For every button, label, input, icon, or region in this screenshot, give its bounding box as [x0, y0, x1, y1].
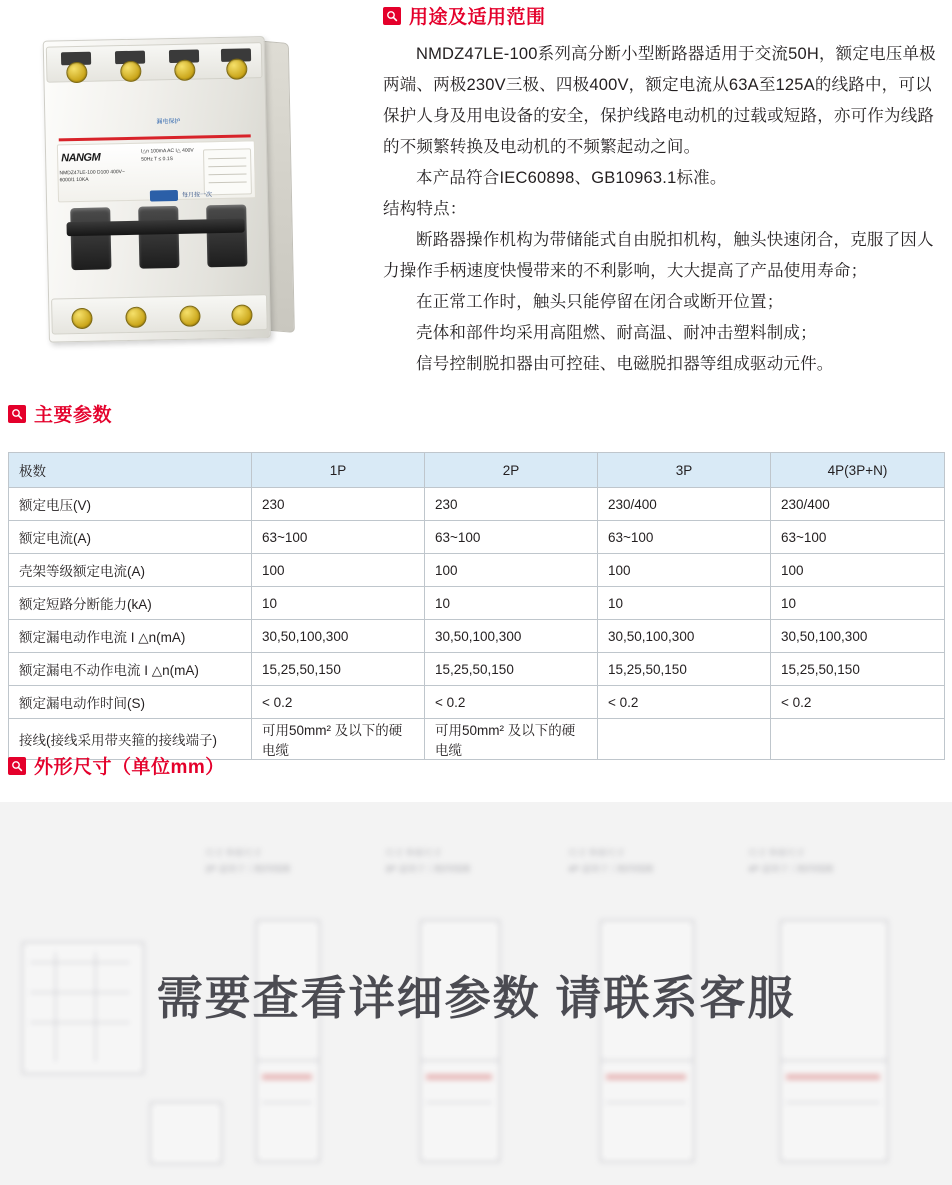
row-value: 63~100	[252, 521, 425, 554]
table-header-cell: 1P	[252, 453, 425, 488]
row-value: 63~100	[598, 521, 771, 554]
row-label: 壳架等级额定电流(A)	[9, 554, 252, 587]
table-header-cell: 极数	[9, 453, 252, 488]
table-row	[9, 554, 945, 587]
usage-paragraph-6: 壳体和部件均采用高阻燃、耐高温、耐冲击塑料制成；	[416, 324, 817, 342]
row-label: 额定漏电不动作电流 I △n(mA)	[9, 653, 252, 686]
usage-paragraph-7: 信号控制脱扣器由可控硅、电磁脱扣器等组成驱动元件。	[416, 355, 834, 373]
row-value: < 0.2	[425, 686, 598, 719]
drawing-label: 尺寸 外形尺寸	[748, 848, 805, 858]
table-row	[9, 521, 945, 554]
test-button	[150, 190, 178, 202]
table-header-cell: 4P(3P+N)	[771, 453, 945, 488]
usage-body	[383, 39, 943, 380]
breaker-lever	[206, 204, 247, 267]
row-value	[598, 719, 771, 760]
breaker-lever-mark	[606, 1074, 686, 1080]
drawing-line	[426, 1102, 492, 1103]
table-row	[9, 653, 945, 686]
breaker-lever	[70, 207, 111, 270]
row-value: 可用50mm² 及以下的硬电缆	[252, 719, 425, 760]
dimensions-drawings-area	[0, 802, 952, 1185]
breaker-lever	[138, 206, 179, 269]
dimensions-section-heading	[8, 752, 225, 779]
row-label: 额定漏电动作时间(S)	[9, 686, 252, 719]
row-value: 15,25,50,150	[771, 653, 945, 686]
usage-column	[383, 0, 943, 380]
row-value: 230/400	[771, 488, 945, 521]
drawing-label: 4P 适用于三相四线制	[748, 864, 834, 874]
row-label: 接线(接线采用带夹箍的接线端子)	[9, 719, 252, 760]
row-value: 230/400	[598, 488, 771, 521]
table-row	[9, 686, 945, 719]
breaker-lever-mark	[786, 1074, 880, 1080]
leakage-protection-tag: 漏电保护	[156, 118, 181, 126]
row-value: 63~100	[771, 521, 945, 554]
params-table-wrapper	[8, 452, 944, 760]
row-value: 15,25,50,150	[425, 653, 598, 686]
row-label: 额定电流(A)	[9, 521, 252, 554]
test-button-label: 每月按一次	[181, 192, 213, 199]
usage-paragraph-1: NMDZ47LE-100系列高分断小型断路器适用于交流50H，额定电压单极两端、两极230V三极、四极400V，额定电流从63A至125A的线路中，可以保护人身及用电设备的安全，保护线路电动机的过载或短路，亦可作为线路的不频繁转换及电动机的不频繁起动之间。	[383, 45, 936, 156]
table-row	[9, 488, 945, 521]
row-value: 30,50,100,300	[252, 620, 425, 653]
row-value: 100	[598, 554, 771, 587]
usage-paragraph-2: 本产品符合IEC60898、GB10963.1标准。	[416, 169, 727, 187]
product-photo	[18, 18, 358, 368]
row-value: 30,50,100,300	[425, 620, 598, 653]
params-table	[8, 452, 945, 760]
row-value: 15,25,50,150	[252, 653, 425, 686]
row-label: 额定电压(V)	[9, 488, 252, 521]
usage-section-heading	[383, 2, 943, 29]
params-section-heading	[8, 400, 112, 427]
contact-service-notice: 需要查看详细参数 请联系客服	[156, 972, 796, 1024]
table-row	[9, 620, 945, 653]
table-row	[9, 587, 945, 620]
row-value: < 0.2	[598, 686, 771, 719]
usage-section-title: 用途及适用范围	[409, 7, 546, 28]
row-value: 100	[771, 554, 945, 587]
row-value: 10	[252, 587, 425, 620]
drawing-label: 尺寸 外形尺寸	[205, 848, 262, 858]
row-label: 额定短路分断能力(kA)	[9, 587, 252, 620]
row-label: 额定漏电动作电流 I △n(mA)	[9, 620, 252, 653]
drawing-line	[786, 1102, 880, 1103]
usage-paragraph-3: 结构特点：	[383, 200, 467, 218]
search-badge-icon	[8, 757, 26, 775]
search-badge-icon	[8, 405, 26, 423]
drawing-line	[262, 1102, 312, 1103]
brand-logo: NANGM	[61, 151, 101, 165]
row-value: < 0.2	[252, 686, 425, 719]
row-value: 30,50,100,300	[771, 620, 945, 653]
row-value: < 0.2	[771, 686, 945, 719]
usage-paragraph-5: 在正常工作时，触头只能停留在闭合或断开位置；	[416, 293, 784, 311]
breaker-lever-mark	[262, 1074, 312, 1080]
table-header-row	[9, 453, 945, 488]
row-value: 10	[771, 587, 945, 620]
mounting-detail	[150, 1102, 222, 1164]
row-value: 10	[425, 587, 598, 620]
spec-text: I△n 100mA AC I△ 400V 50Hz T ≤ 0.1S	[140, 147, 194, 163]
row-value: 230	[252, 488, 425, 521]
drawing-label: 尺寸 外形尺寸	[385, 848, 442, 858]
row-value: 100	[252, 554, 425, 587]
model-text: NMDZ47LE-100 D100 400V~ 6000/1 10KA	[59, 169, 125, 184]
row-value: 63~100	[425, 521, 598, 554]
circuit-breaker-illustration	[43, 35, 305, 360]
drawing-label: 4P 适用于三相四线制	[568, 864, 654, 874]
row-value: 可用50mm² 及以下的硬电缆	[425, 719, 598, 760]
row-value: 100	[425, 554, 598, 587]
usage-paragraph-4: 断路器操作机构为带储能式自由脱扣机构，触头快速闭合，克服了因人力操作手柄速度快慢带来的不利影响，大大提高了产品使用寿命；	[383, 231, 934, 280]
table-header-cell: 2P	[425, 453, 598, 488]
row-value: 230	[425, 488, 598, 521]
row-value: 15,25,50,150	[598, 653, 771, 686]
breaker-lever-mark	[426, 1074, 492, 1080]
top-section	[0, 0, 952, 400]
row-value: 30,50,100,300	[598, 620, 771, 653]
drawing-label: 2P 适用于三相四线制	[205, 864, 291, 874]
drawing-line	[606, 1102, 686, 1103]
row-value	[771, 719, 945, 760]
drawing-label: 3P 适用于三相四线制	[385, 864, 471, 874]
row-value: 10	[598, 587, 771, 620]
dimensions-section-title: 外形尺寸（单位mm）	[34, 757, 225, 778]
table-header-cell: 3P	[598, 453, 771, 488]
drawing-label: 尺寸 外形尺寸	[568, 848, 625, 858]
search-badge-icon	[383, 7, 401, 25]
params-section-title: 主要参数	[34, 405, 113, 426]
